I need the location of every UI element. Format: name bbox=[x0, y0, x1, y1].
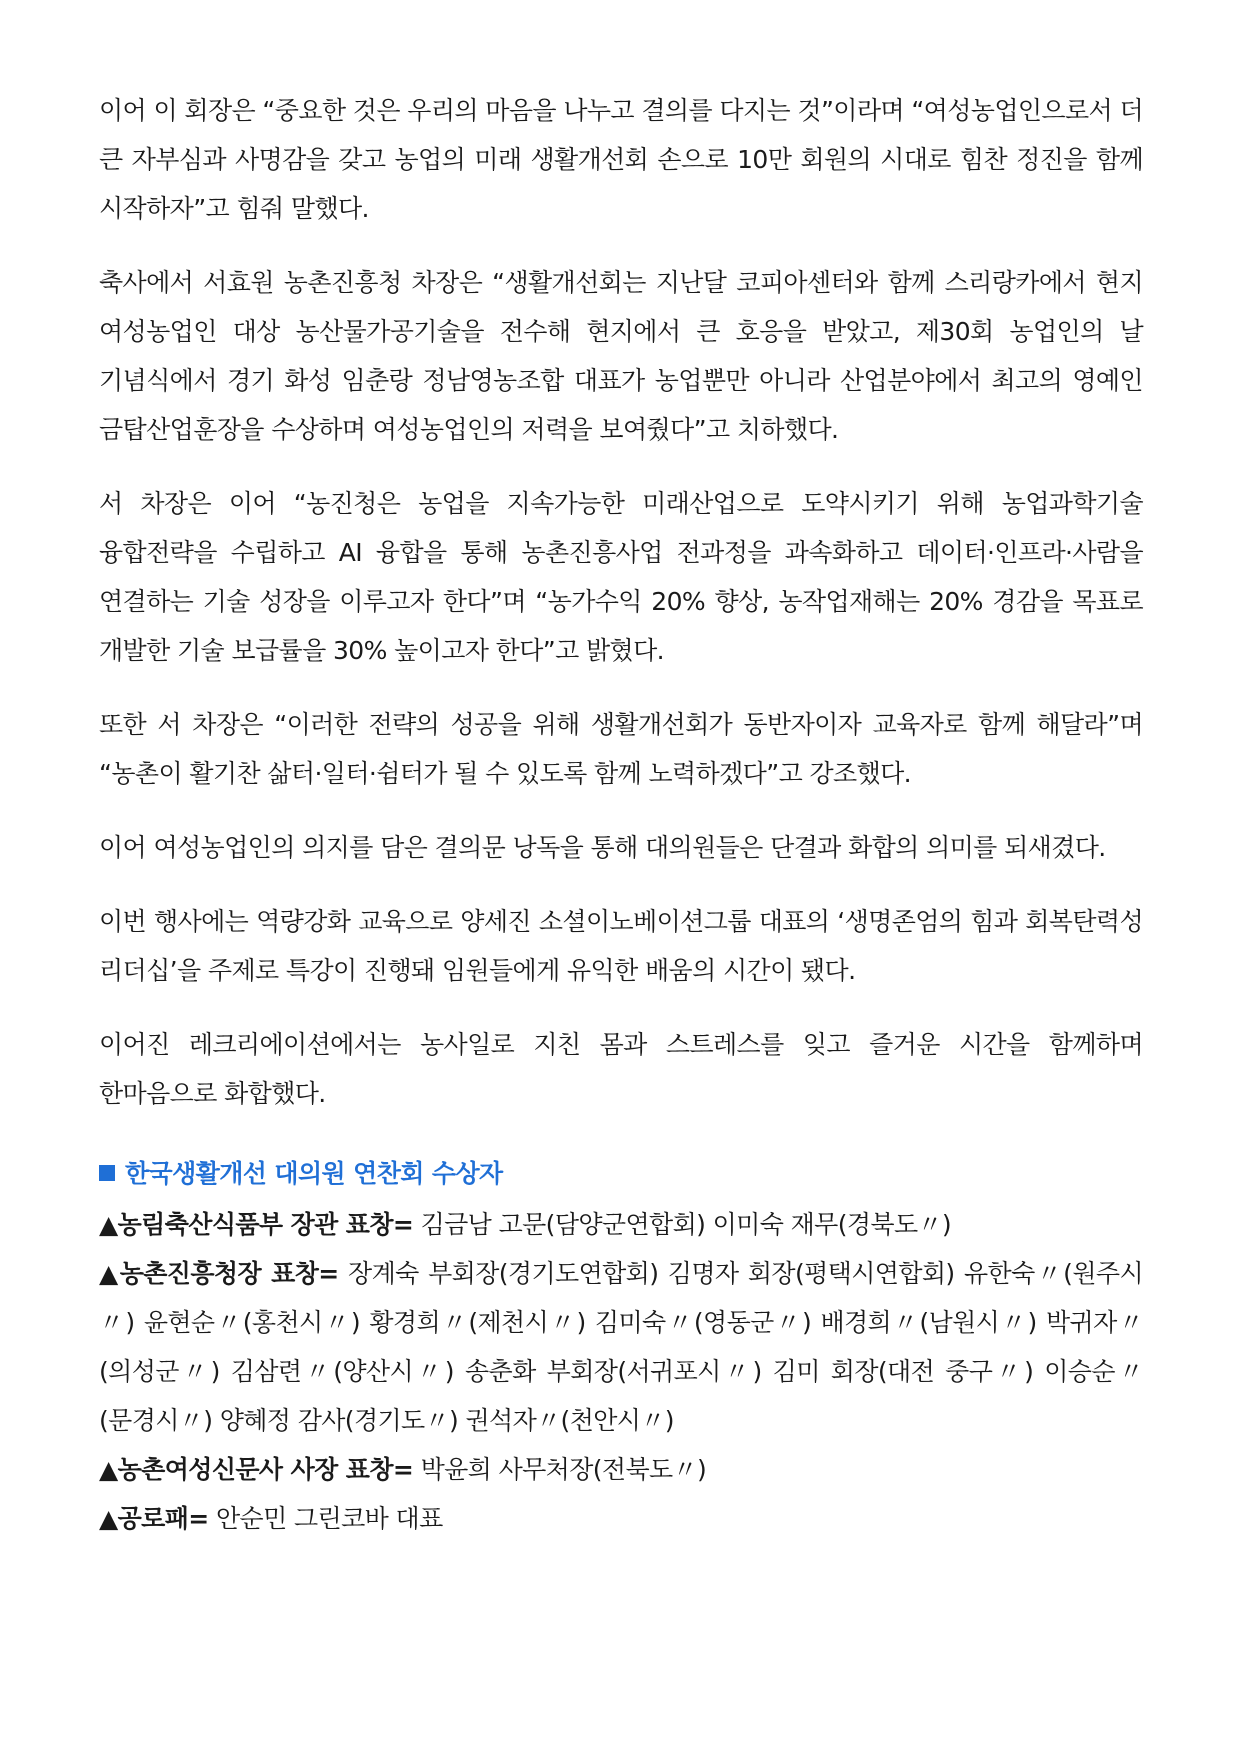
award-recipients: 박윤희 사무처장(전북도〃) bbox=[413, 1455, 707, 1484]
award-section-heading bbox=[99, 1150, 1143, 1198]
award-item-minister bbox=[99, 1200, 1143, 1249]
award-item-rda-administrator bbox=[99, 1249, 1143, 1445]
paragraph-recreation: 이어진 레크리에이션에서는 농사일로 지친 몸과 스트레스를 잊고 즐거운 시간을 함께하며 한마음으로 화합했다. bbox=[99, 1030, 1143, 1108]
award-heading-text: 한국생활개선 대의원 연찬회 수상자 bbox=[125, 1159, 503, 1188]
award-label: ▲공로패= bbox=[99, 1504, 209, 1533]
award-recipients: 장계숙 부회장(경기도연합회) 김명자 회장(평택시연합회) 유한숙〃(원주시〃) 윤현순〃(홍천시〃) 황경희〃(제천시〃) 김미숙〃(영동군〃) 배경희〃(남원시〃) 박귀자〃(의성군〃) 김삼련〃(양산시〃) 송춘화 부회장(서귀포시〃) 김미 회장(대전 중구〃) 이승순〃(문경시〃) 양혜정 감사(경기도〃) 권석자〃(천안시〃) bbox=[99, 1259, 1143, 1435]
paragraph-resolution-reading: 이어 여성농업인의 의지를 담은 결의문 낭독을 통해 대의원들은 단결과 화합의 의미를 되새겼다. bbox=[99, 833, 1106, 862]
award-recipients: 안순민 그린코바 대표 bbox=[208, 1504, 443, 1533]
award-item-plaque bbox=[99, 1494, 1143, 1543]
paragraph-chair-remarks: 이어 이 회장은 “중요한 것은 우리의 마음을 나누고 결의를 다지는 것”이라며 “여성농업인으로서 더 큰 자부심과 사명감을 갖고 농업의 미래 생활개선회 손으로 10만 회원의 시대로 힘찬 정진을 함께 시작하자”고 힘줘 말했다. bbox=[99, 96, 1143, 223]
award-recipients: 김금남 고문(담양군연합회) 이미숙 재무(경북도〃) bbox=[413, 1210, 952, 1239]
paragraph-special-lecture: 이번 행사에는 역량강화 교육으로 양세진 소셜이노베이션그룹 대표의 ‘생명존엄의 힘과 회복탄력성 리더십’을 주제로 특강이 진행돼 임원들에게 유익한 배움의 시간이 됐다. bbox=[99, 907, 1143, 985]
award-label: ▲농촌진흥청장 표창= bbox=[99, 1259, 339, 1288]
award-label: ▲농림축산식품부 장관 표창= bbox=[99, 1210, 414, 1239]
paragraph-partnership-request: 또한 서 차장은 “이러한 전략의 성공을 위해 생활개선회가 동반자이자 교육자로 함께 해달라”며 “농촌이 활기찬 삶터·일터·쉼터가 될 수 있도록 함께 노력하겠다”고 강조했다. bbox=[99, 710, 1143, 788]
paragraph-rda-strategy: 서 차장은 이어 “농진청은 농업을 지속가능한 미래산업으로 도약시키기 위해 농업과학기술 융합전략을 수립하고 AI 융합을 통해 농촌진흥사업 전과정을 과속화하고 데이터·인프라·사람을 연결하는 기술 성장을 이루고자 한다”며 “농가수익 20% 향상, 농작업재해는 20% 경감을 목표로 개발한 기술 보급률을 30% 높이고자 한다”고 밝혔다. bbox=[99, 489, 1143, 665]
award-item-newspaper-president bbox=[99, 1445, 1143, 1494]
award-recipients-section bbox=[99, 1150, 1143, 1543]
paragraph-congratulatory-speech: 축사에서 서효원 농촌진흥청 차장은 “생활개선회는 지난달 코피아센터와 함께 스리랑카에서 현지 여성농업인 대상 농산물가공기술을 전수해 현지에서 큰 호응을 받았고, 제30회 농업인의 날 기념식에서 경기 화성 임춘랑 정남영농조합 대표가 농업뿐만 아니라 산업분야에서 최고의 영예인 금탑산업훈장을 수상하며 여성농업인의 저력을 보여줬다”고 치하했다. bbox=[99, 268, 1143, 444]
article-body bbox=[99, 86, 1143, 1543]
award-label: ▲농촌여성신문사 사장 표창= bbox=[99, 1455, 414, 1484]
square-bullet-icon bbox=[99, 1165, 115, 1181]
